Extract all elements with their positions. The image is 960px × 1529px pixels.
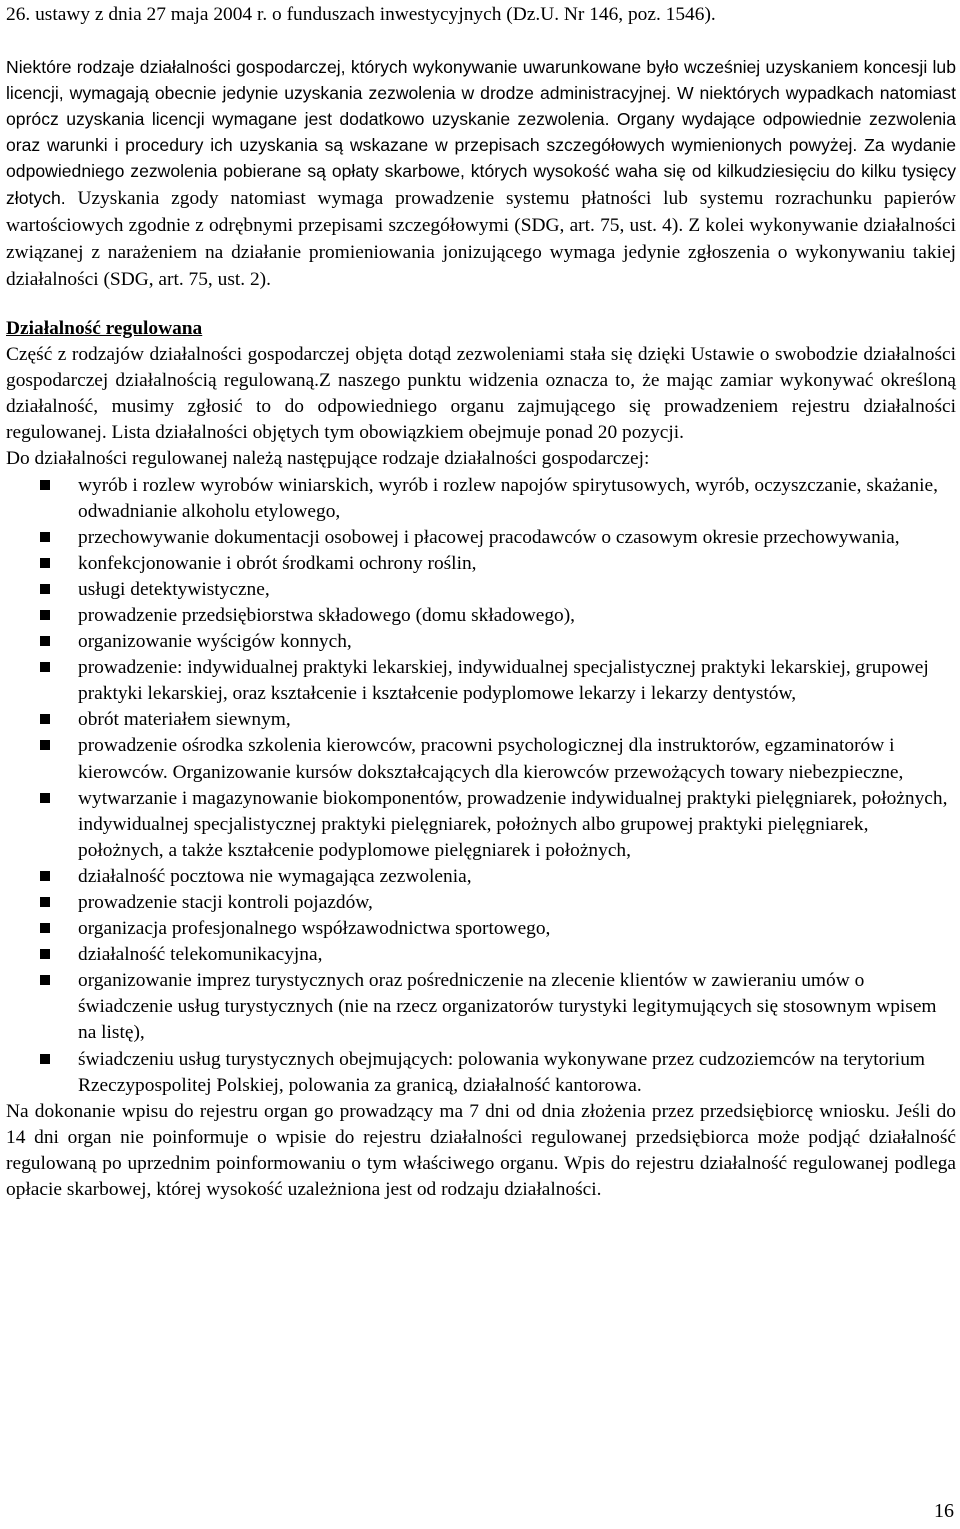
list-item-text: świadczeniu usług turystycznych obejmujących: polowania wykonywane przez cudzoziemców na terytorium Rzeczypospolitej Polskiej, polowania za granicą, działalność kantorowa. (78, 1048, 925, 1096)
square-bullet-icon (40, 636, 50, 646)
list-item (6, 786, 956, 864)
list-item (6, 577, 956, 603)
regulated-activities-list (6, 473, 956, 1099)
square-bullet-icon (40, 662, 50, 672)
list-item-text: prowadzenie ośrodka szkolenia kierowców, pracowni psychologicznej dla instruktorów, egzaminatorów i kierowców. Organizowanie kursów dokształcających dla kierowców przewożących towary niebezpieczne, (78, 735, 904, 783)
list-item-text: organizowanie imprez turystycznych oraz pośredniczenie na zlecenie klientów w zawieraniu umów o świadczenie usług turystycznych (nie na rzecz organizatorów turystyki legitymujących się stosownym wpisem na listę), (78, 970, 937, 1044)
square-bullet-icon (40, 949, 50, 959)
square-bullet-icon (40, 1054, 50, 1064)
list-item (6, 890, 956, 916)
list-item-text: obrót materiałem siewnym, (78, 709, 291, 731)
paragraph-licensing-serif-text: Uzyskania zgody natomiast wymaga prowadzenie systemu płatności lub systemu rozrachunku papierów wartościowych zgodnie z odrębnymi przepisami szczegółowymi (SDG, art. 75, ust. 4). Z kolei wykonywanie działalności związanej z narażeniem na działanie promieniowania jonizującego wymaga jedynie zgłoszenia o wykonywaniu takiej działalności (SDG, art. 75, ust. 2). (6, 187, 956, 290)
list-item (6, 629, 956, 655)
list-item-text: organizacja profesjonalnego współzawodnictwa sportowego, (78, 918, 551, 940)
square-bullet-icon (40, 610, 50, 620)
list-item (6, 707, 956, 733)
page-number: 16 (934, 1500, 954, 1522)
list-item-text: przechowywanie dokumentacji osobowej i płacowej pracodawców o czasowym okresie przechowywania, (78, 526, 900, 548)
list-intro: Do działalności regulowanej należą następujące rodzaje działalności gospodarczej: (6, 448, 650, 470)
list-item-text: działalność telekomunikacyjna, (78, 944, 323, 966)
list-item (6, 733, 956, 785)
square-bullet-icon (40, 923, 50, 933)
square-bullet-icon (40, 558, 50, 568)
list-item (6, 916, 956, 942)
list-item (6, 603, 956, 629)
list-item-text: działalność pocztowa nie wymagająca zezwolenia, (78, 865, 472, 887)
list-item-text: prowadzenie: indywidualnej praktyki lekarskiej, indywidualnej specjalistycznej praktyki lekarskiej, grupowej praktyki lekarskiej, oraz kształcenie i kształcenie podyplomowe lekarzy i lekarzy dentystów, (78, 657, 929, 705)
list-item-text: organizowanie wyścigów konnych, (78, 631, 352, 653)
list-item (6, 942, 956, 968)
list-item-text: prowadzenie stacji kontroli pojazdów, (78, 892, 373, 913)
paragraph-licensing (6, 54, 956, 293)
paragraph-licensing-sans-text: Niektóre rodzaje działalności gospodarczej, których wykonywanie uwarunkowane było wcześniej uzyskaniem koncesji lub licencji, wymagają obecnie jedynie uzyskania zezwolenia w drodze administracyjnej. W niektórych wypadkach natomiast oprócz uzyskania licencji wymagane jest dodatkowo uzyskanie zezwolenia. Organy wydające odpowiednie zezwolenia oraz warunki i procedury ich uzyskania są wskazane w przepisach szczegółowych wymienionych powyżej. Za wydanie odpowiedniego zezwolenia pobierane są opłaty skarbowe, których wysokość waha się od kilkudziesięciu do kilku tysięcy złotych. (6, 57, 956, 208)
list-item (6, 525, 956, 551)
list-item (6, 473, 956, 525)
document-page (6, 0, 956, 1203)
square-bullet-icon (40, 871, 50, 881)
list-item-text: wytwarzanie i magazynowanie biokomponentów, prowadzenie indywidualnej praktyki pielęgniarek, położnych, indywidualnej specjalistycznej praktyki pielęgniarek, położnych albo grupowej praktyki pielęgniarek, położnych, a także kształcenie podyplomowe pielęgniarek i położnych, (78, 787, 948, 861)
paragraph-registration: Na dokonanie wpisu do rejestru organ go prowadzący ma 7 dni od dnia złożenia przez przedsiębiorcę wniosku. Jeśli do 14 dni organ nie poinformuje o wpisie do rejestru działalności regulowanej przedsiębiorca może podjąć działalność regulowaną po uprzednim poinformowaniu o tym właściwego organu. Wpis do rejestru działalność regulowanej podlega opłacie skarbowej, której wysokość uzależniona jest od rodzaju działalności. (6, 1100, 956, 1201)
square-bullet-icon (40, 897, 50, 907)
list-item (6, 551, 956, 577)
square-bullet-icon (40, 584, 50, 594)
square-bullet-icon (40, 532, 50, 542)
square-bullet-icon (40, 480, 50, 490)
list-item-text: wyrób i rozlew wyrobów winiarskich, wyrób i rozlew napojów spirytusowych, wyrób, oczyszczanie, skażanie, odwadnianie alkoholu etylowego, (78, 474, 938, 522)
square-bullet-icon (40, 740, 50, 750)
list-item (6, 968, 956, 1046)
square-bullet-icon (40, 714, 50, 724)
list-item (6, 1047, 956, 1099)
list-item (6, 655, 956, 707)
list-item-text: konfekcjonowanie i obrót środkami ochrony roślin, (78, 552, 477, 574)
list-item-text: prowadzenie przedsiębiorstwa składowego (domu składowego), (78, 604, 576, 626)
paragraph-regulated-activity: Część z rodzajów działalności gospodarczej objęta dotąd zezwoleniami stała się dzięki Ustawie o swobodzie działalności gospodarczej działalnością regulowaną.Z naszego punktu widzenia oznacza to, że mając zamiar wykonywać określoną działalność, musimy zgłosić to do odpowiedniego organu zajmującego się prowadzeniem rejestru działalności regulowanej. Lista działalności objętych tym obowiązkiem obejmuje ponad 20 pozycji. (6, 344, 956, 444)
list-item (6, 864, 956, 890)
list-item-text: usługi detektywistyczne, (78, 578, 270, 600)
square-bullet-icon (40, 975, 50, 985)
square-bullet-icon (40, 793, 50, 803)
section-heading: Działalność regulowana (6, 317, 203, 339)
header-line: 26. ustawy z dnia 27 maja 2004 r. o funduszach inwestycyjnych (Dz.U. Nr 146, poz. 1546). (6, 4, 716, 25)
